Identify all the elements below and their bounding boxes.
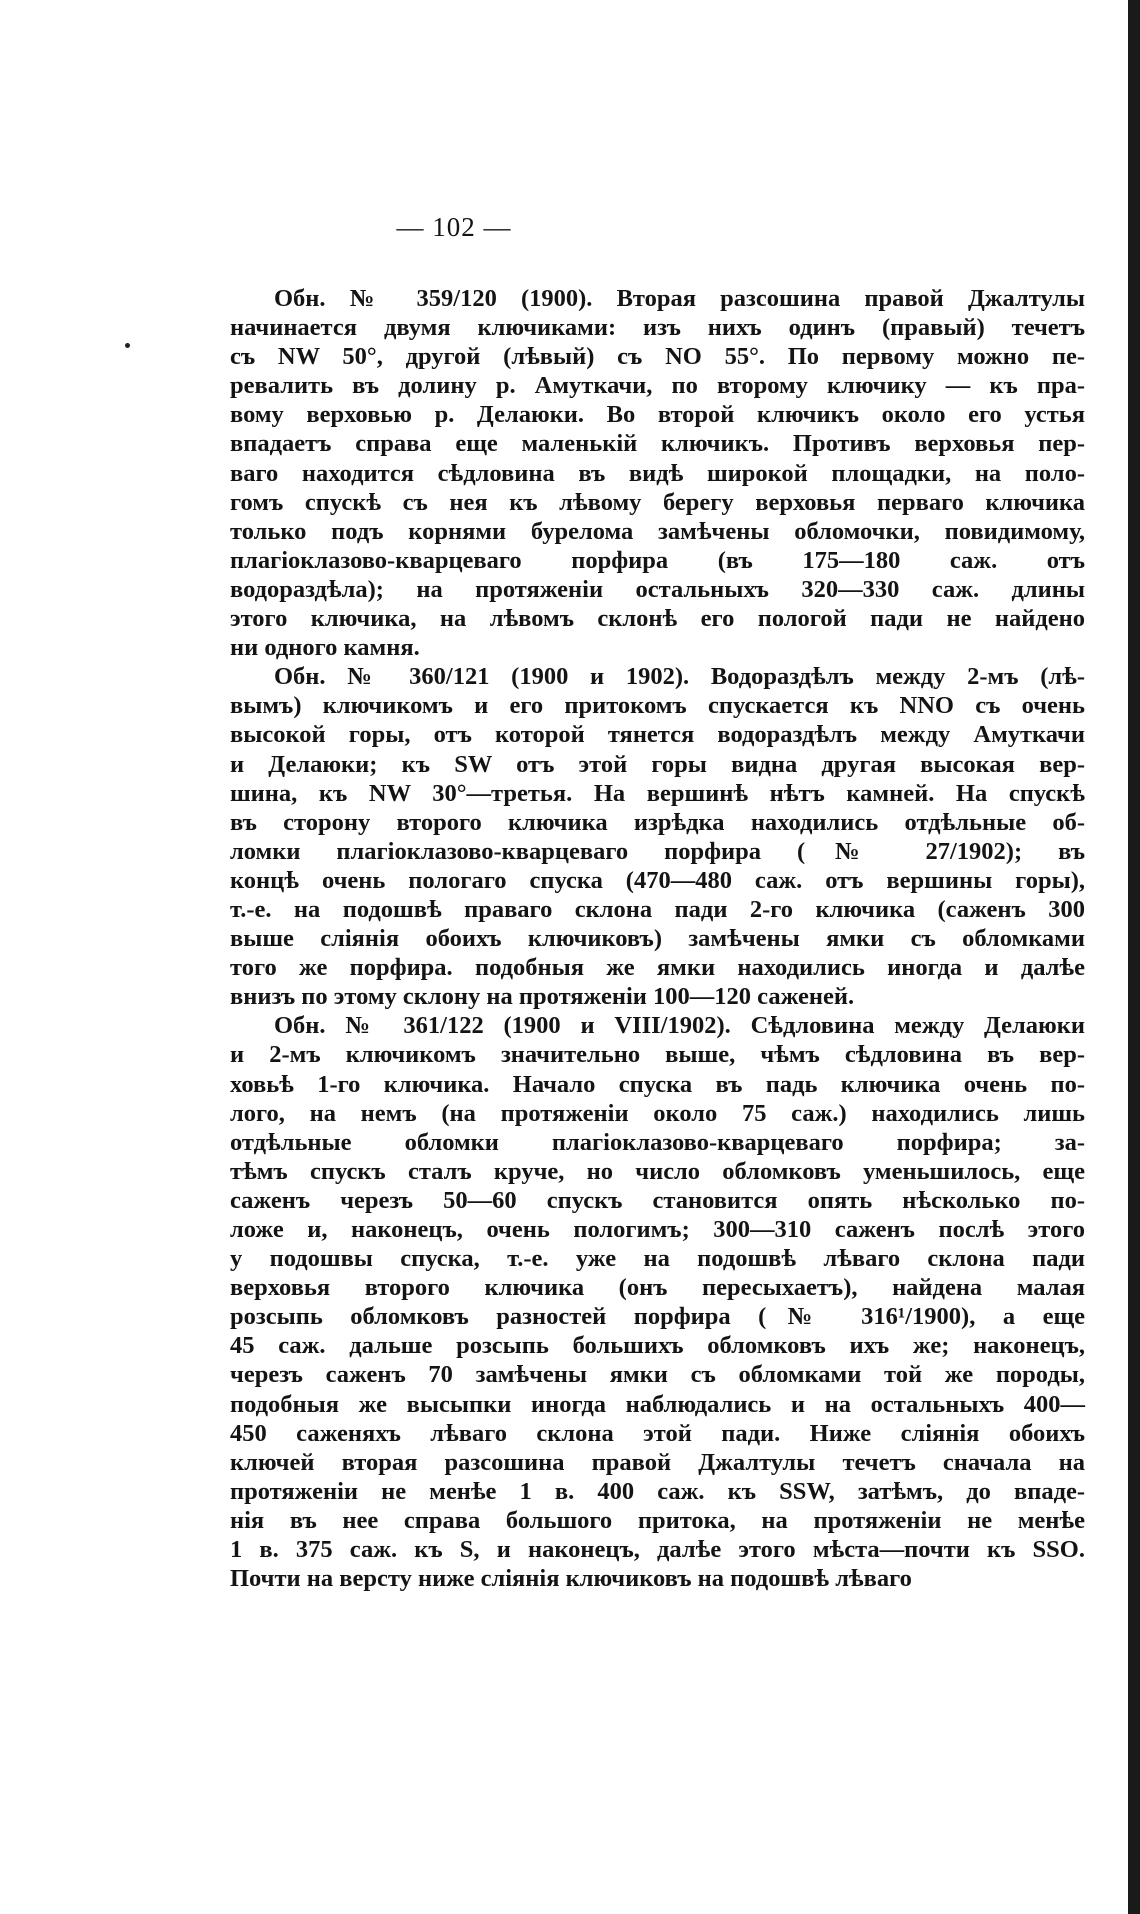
text-line: этого ключика, на лѣвомъ склонѣ его пологой пади не найдено xyxy=(230,605,1085,633)
text-line: черезъ саженъ 70 замѣчены ямки съ обломками той же породы, xyxy=(230,1361,1085,1389)
text-line: концѣ очень пологаго спуска (470—480 саж. отъ вершины горы), xyxy=(230,866,1085,894)
text-line: водораздѣла); на протяженіи остальныхъ 320—330 саж. длины xyxy=(230,575,1085,603)
text-line: 45 саж. дальше розсыпь большихъ обломковъ ихъ же; наконецъ, xyxy=(230,1332,1085,1360)
text-line: вымъ) ключикомъ и его притокомъ спускается къ NNO съ очень xyxy=(230,692,1085,720)
text-line: протяженіи не менѣе 1 в. 400 саж. къ SSW, затѣмъ, до впаде- xyxy=(230,1477,1085,1505)
text-line: ни одного камня. xyxy=(230,634,420,662)
paragraph xyxy=(230,662,1085,1011)
text-line: впадаетъ справа еще маленькій ключикъ. Противъ верховья пер- xyxy=(230,430,1085,458)
text-line: въ сторону второго ключика изрѣдка находились отдѣльные об- xyxy=(230,808,1085,836)
text-line: 450 саженяхъ лѣваго склона этой пади. Ниже сліянія обоихъ xyxy=(230,1419,1085,1447)
text-line: ваго находится сѣдловина въ видѣ широкой площадки, на поло- xyxy=(230,459,1085,487)
text-line: съ NW 50°, другой (лѣвый) съ NO 55°. По первому можно пе- xyxy=(230,343,1085,371)
text-line: розсыпь обломковъ разностей порфира (№ 316¹/1900), а еще xyxy=(230,1303,1085,1331)
text-line: подобныя же высыпки иногда наблюдались и на остальныхъ 400— xyxy=(230,1390,1085,1418)
text-line: 1 в. 375 саж. къ S, и наконецъ, далѣе этого мѣста—почти къ SSO. xyxy=(230,1536,1085,1564)
text-line: шина, къ NW 30°—третья. На вершинѣ нѣтъ камней. На спускѣ xyxy=(230,779,1085,807)
text-line: ломки плагіоклазово-кварцеваго порфира (№ 27/1902); въ xyxy=(230,837,1085,865)
body-text xyxy=(230,284,1085,1593)
text-line: ложе и, наконецъ, очень пологимъ; 300—310 саженъ послѣ этого xyxy=(230,1216,1085,1243)
text-line: ревалить въ долину р. Амуткачи, по второму ключику — къ пра- xyxy=(230,372,1085,400)
page-number: — 102 — xyxy=(396,212,512,242)
paragraph xyxy=(230,284,1085,662)
text-line: только подъ корнями бурелома замѣчены обломочки, повидимому, xyxy=(230,517,1085,545)
text-line: Обн. № 359/120 (1900). Вторая разсошина правой Джалтулы xyxy=(274,285,1085,312)
text-line: выше сліянія обоихъ ключиковъ) замѣчены ямки съ обломками xyxy=(230,925,1085,953)
text-line: внизъ по этому склону на протяженіи 100—120 саженей. xyxy=(230,983,855,1011)
text-line: Обн. № 361/122 (1900 и VIII/1902). Сѣдловина между Делаюки xyxy=(274,1012,1085,1040)
text-line: и 2-мъ ключикомъ значительно выше, чѣмъ сѣдловина въ вер- xyxy=(230,1041,1085,1069)
text-line: т.-е. на подошвѣ праваго склона пади 2-го ключика (саженъ 300 xyxy=(230,895,1085,923)
text-line: гомъ спускѣ съ нея къ лѣвому берегу верховья перваго ключика xyxy=(230,488,1085,516)
text-line: отдѣльные обломки плагіоклазово-кварцеваго порфира; за- xyxy=(230,1128,1085,1156)
scan-edge xyxy=(1128,0,1140,1914)
text-line: лого, на немъ (на протяженіи около 75 саж.) находились лишь xyxy=(230,1099,1085,1127)
text-line: ховьѣ 1-го ключика. Начало спуска въ падь ключика очень по- xyxy=(230,1070,1085,1098)
text-line: плагіоклазово-кварцеваго порфира (въ 175—180 саж. отъ xyxy=(230,546,1085,574)
text-line: высокой горы, отъ которой тянется водораздѣлъ между Амуткачи xyxy=(230,721,1085,749)
text-line: вому верховью р. Делаюки. Во второй ключикъ около его устья xyxy=(230,401,1085,429)
text-line: ключей вторая разсошина правой Джалтулы течетъ сначала на xyxy=(230,1448,1085,1476)
text-line: начинается двумя ключиками: изъ нихъ одинъ (правый) течетъ xyxy=(230,314,1085,342)
text-line: того же порфира. подобныя же ямки находились иногда и далѣе xyxy=(230,954,1085,982)
text-line: тѣмъ спускъ сталъ круче, но число обломковъ уменьшилось, еще xyxy=(230,1157,1085,1185)
text-line: Обн. № 360/121 (1900 и 1902). Водораздѣлъ между 2-мъ (лѣ- xyxy=(274,663,1085,691)
text-line: и Делаюки; къ SW отъ этой горы видна другая высокая вер- xyxy=(230,750,1085,778)
text-line: нія въ нее справа большого притока, на протяженіи не менѣе xyxy=(230,1506,1085,1534)
stray-mark xyxy=(125,343,130,348)
text-line: верховья второго ключика (онъ пересыхаетъ), найдена малая xyxy=(230,1274,1085,1302)
text-line: у подошвы спуска, т.-е. уже на подошвѣ лѣваго склона пади xyxy=(230,1245,1085,1273)
text-line: Почти на версту ниже сліянія ключиковъ на подошвѣ лѣваго xyxy=(230,1565,912,1593)
paragraph xyxy=(230,1011,1085,1593)
text-line: саженъ черезъ 50—60 спускъ становится опять нѣсколько по- xyxy=(230,1186,1085,1214)
